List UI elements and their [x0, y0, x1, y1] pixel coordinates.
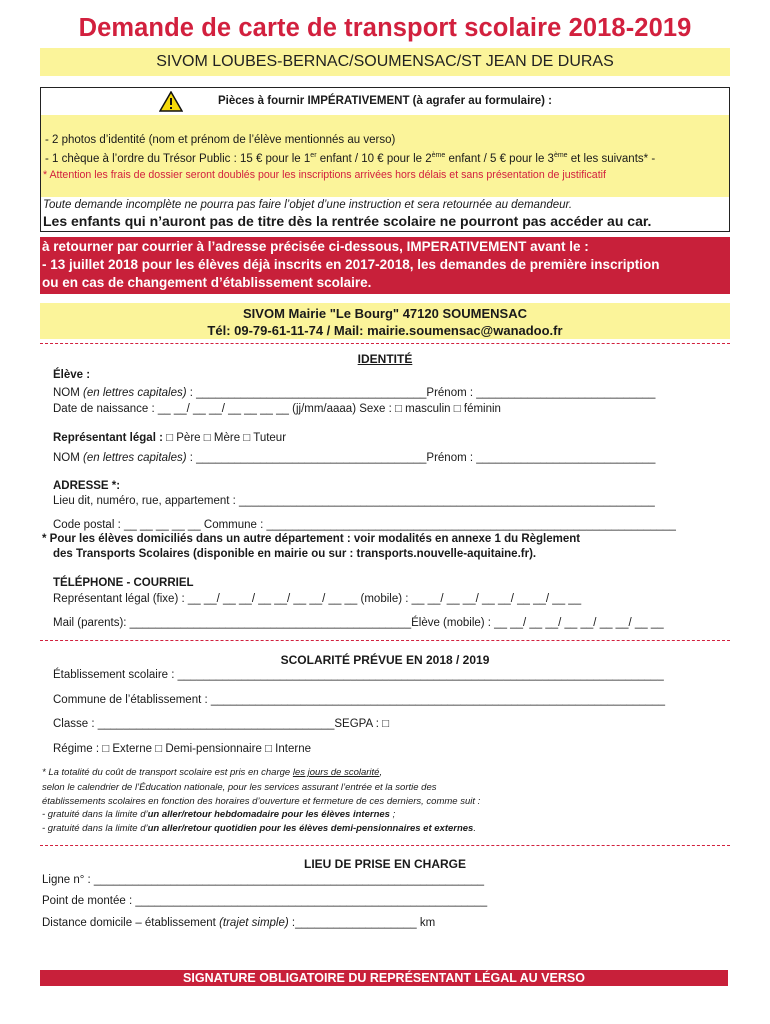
documents-heading-text: Pièces à fournir IMPÉRATIVEMENT (à agrafer au formulaire) :: [218, 95, 552, 107]
address-line: SIVOM Mairie "Le Bourg" 47120 SOUMENSAC: [243, 306, 527, 321]
incomplete-notice: Toute demande incomplète ne pourra pas faire l’objet d’une instruction et sera retournée au demandeur.: [43, 199, 573, 211]
school-field[interactable]: Établissement scolaire : ____________________________________________________________________________: [53, 669, 664, 681]
divider: [40, 845, 730, 846]
contact-line: Tél: 09-79-61-11-74 / Mail: mairie.soumensac@wanadoo.fr: [207, 323, 563, 338]
return-notice-band: [40, 237, 730, 294]
return-notice-line2: - 13 juillet 2018 pour les élèves déjà inscrits en 2017-2018, les demandes de première inscription: [42, 257, 660, 272]
form-title: Demande de carte de transport scolaire 2018-2019: [78, 14, 692, 42]
required-documents-box: [40, 87, 730, 232]
address-street-field[interactable]: Lieu dit, numéro, rue, appartement : _________________________________________________________________: [53, 495, 655, 507]
school-commune-field[interactable]: Commune de l’établissement : _______________________________________________________________________: [53, 694, 665, 706]
scolarite-title: SCOLARITÉ PRÉVUE EN 2018 / 2019: [280, 653, 490, 667]
address-band: [40, 303, 730, 339]
bus-line-field[interactable]: Ligne n° : _____________________________________________________________: [42, 874, 485, 886]
eleve-dob-field[interactable]: Date de naissance : __ __/ __ __/ __ __ __ __ (jj/mm/aaaa) Sexe : □ masculin □ féminin: [53, 403, 501, 415]
mail-field[interactable]: Mail (parents): ____________________________________________Élève (mobile) : __ __/ __ __/ __ __/ __ __/ __ __: [53, 617, 664, 629]
divider: [40, 343, 730, 344]
organisation-band: SIVOM LOUBES-BERNAC/SOUMENSAC/ST JEAN DE DURAS: [40, 48, 730, 76]
eleve-label: Élève :: [53, 369, 91, 381]
no-title-warning: Les enfants qui n’auront pas de titre dès la rentrée scolaire ne pourront pas accéder au car.: [43, 213, 652, 229]
late-fee-warning: * Attention les frais de dossier seront doublés pour les inscriptions arrivées hors délais et sans présentation de justificatif: [43, 169, 606, 181]
return-notice-line1: à retourner par courrier à l’adresse précisée ci-dessous, IMPERATIVEMENT avant le :: [42, 239, 589, 254]
eleve-name-field[interactable]: NOM (en lettres capitales) : ____________________________________Prénom : ____________________________: [53, 387, 656, 399]
address-note-line2: des Transports Scolaires (disponible en mairie ou sur : transports.nouvelle-aquitaine.fr).: [53, 548, 537, 560]
representant-field[interactable]: Représentant légal : □ Père □ Mère □ Tuteur: [53, 432, 287, 444]
scolarite-note-line3: établissements scolaires en fonction des horaires d’ouverture et fermeture de ces derniers, comme suit :: [42, 796, 481, 807]
prise-en-charge-title: LIEU DE PRISE EN CHARGE: [303, 857, 467, 871]
scolarite-note-line1: * La totalité du coût de transport scolaire est pris en charge les jours de scolarité,: [42, 767, 383, 778]
document-cheque: - 1 chèque à l’ordre du Trésor Public : 15 € pour le 1er enfant / 10 € pour le 2ème enfant / 5 € pour le 3ème et les suivants* -: [45, 152, 656, 165]
documents-list: [41, 115, 729, 197]
boarding-point-field[interactable]: Point de montée : _______________________________________________________: [42, 895, 488, 907]
warning-icon: [159, 91, 183, 112]
scolarite-note-line2: selon le calendrier de l’Éducation nationale, pour les services assurant l’entrée et la sortie des: [42, 782, 437, 793]
return-notice-line3: ou en cas de changement d’établissement scolaire.: [42, 275, 372, 290]
distance-field[interactable]: Distance domicile – établissement (trajet simple) :___________________ km: [42, 917, 436, 929]
postal-code-field[interactable]: Code postal : __ __ __ __ __ Commune : ________________________________________________________________: [53, 519, 676, 531]
identite-title: IDENTITÉ: [357, 352, 413, 366]
phone-field[interactable]: Représentant légal (fixe) : __ __/ __ __/ __ __/ __ __/ __ __ (mobile) : __ __/ __ __/ __ __/ __ __/ __ __: [53, 593, 582, 605]
representant-name-field[interactable]: NOM (en lettres capitales) : ____________________________________Prénom : ____________________________: [53, 452, 656, 464]
regime-field[interactable]: Régime : □ Externe □ Demi-pensionnaire □ Interne: [53, 743, 311, 755]
scolarite-note-line4: - gratuité dans la limite d’un aller/retour hebdomadaire pour les élèves internes ;: [42, 809, 396, 820]
signature-notice: SIGNATURE OBLIGATOIRE DU REPRÉSENTANT LÉGAL AU VERSO: [40, 970, 728, 986]
telephone-label: TÉLÉPHONE - COURRIEL: [53, 577, 194, 589]
divider: [40, 640, 730, 641]
documents-heading: [41, 88, 729, 115]
scolarite-note-line5: - gratuité dans la limite d’un aller/retour quotidien pour les élèves demi-pensionnaires et externes.: [42, 823, 476, 834]
adresse-label: ADRESSE *:: [53, 480, 121, 492]
class-field[interactable]: Classe : _____________________________________SEGPA : □: [53, 718, 390, 730]
document-photos: - 2 photos d’identité (nom et prénom de l’élève mentionnés au verso): [45, 134, 396, 146]
address-note-line1: * Pour les élèves domiciliés dans un autre département : voir modalités en annexe 1 du Règlement: [42, 533, 581, 545]
